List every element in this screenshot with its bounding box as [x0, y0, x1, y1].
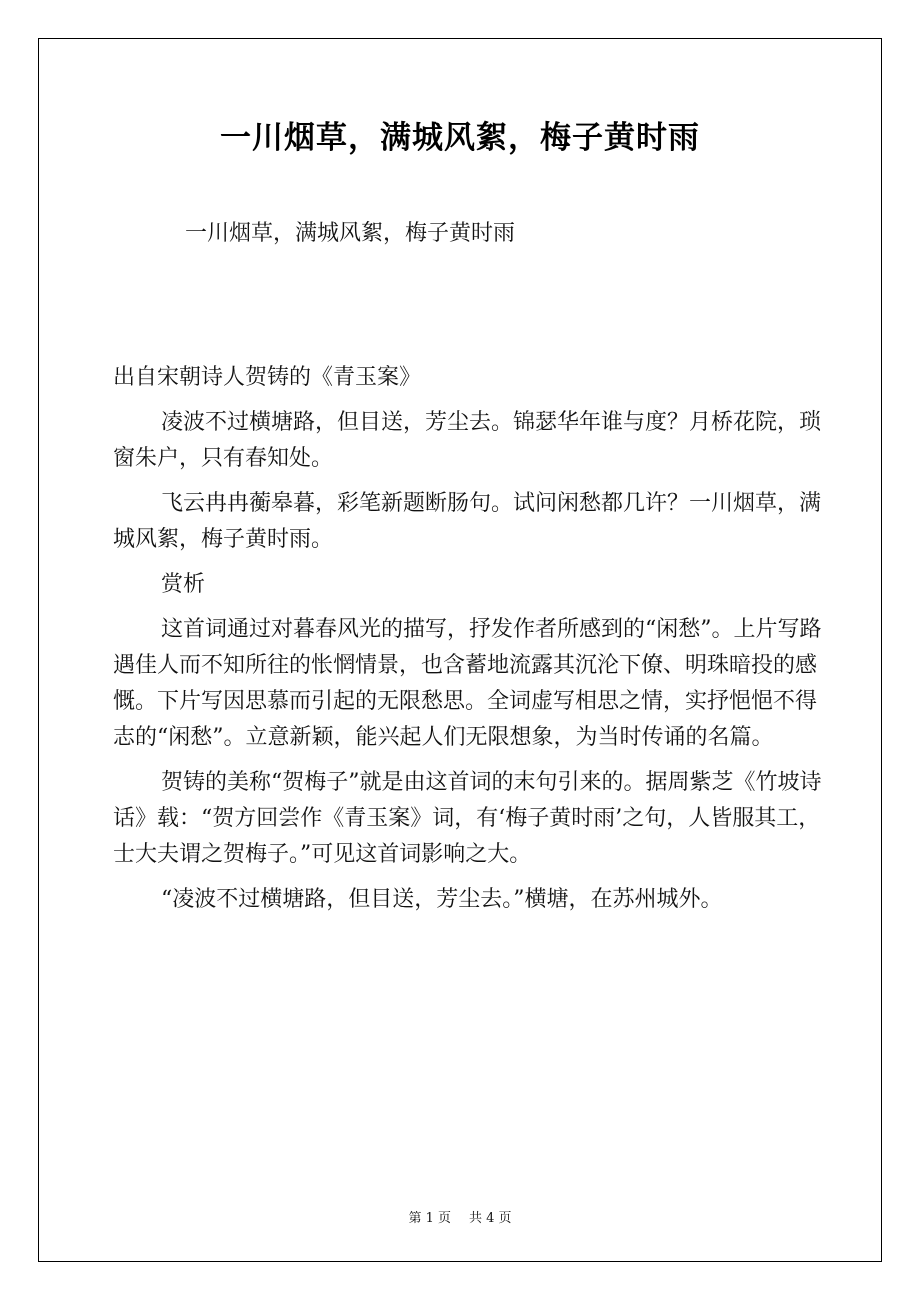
page-number-current: 第 1 页: [408, 1211, 451, 1226]
poem-paragraph-2: 飞云冉冉蘅皋暮，彩笔新题断肠句。试问闲愁都几许？一川烟草，满城风絮，梅子黄时雨。: [113, 491, 822, 552]
document-subtitle: 一川烟草，满城风絮，梅子黄时雨: [185, 221, 516, 246]
poem-paragraph-1: 凌波不过横塘路，但目送，芳尘去。锦瑟华年谁与度？月桥花院，琐窗朱户，只有春知处。: [113, 410, 822, 471]
document-title: 一川烟草，满城风絮，梅子黄时雨: [220, 120, 700, 156]
analysis-paragraph-2: 贺铸的美称“贺梅子”就是由这首词的末句引来的。据周紫芝《竹坡诗话》载：“贺方回尝作《青玉案》词，有‘梅子黄时雨’之句，人皆服其工，士大夫谓之贺梅子。”可见这首词影响之大。: [113, 770, 822, 867]
analysis-paragraph-3: “凌波不过横塘路，但目送，芳尘去。”横塘，在苏州城外。: [161, 887, 723, 912]
page-footer: [0, 1207, 920, 1226]
section-heading-analysis: 赏析: [161, 572, 206, 597]
analysis-paragraph-1: 这首词通过对暮春风光的描写，抒发作者所感到的“闲愁”。上片写路遇佳人而不知所往的怅惘情景，也含蓄地流露其沉沦下僚、明珠暗投的感慨。下片写因思慕而引起的无限愁思。全词虚写相思之情，实抒悒悒不得志的“闲愁”。立意新颖，能兴起人们无限想象，为当时传诵的名篇。: [113, 617, 822, 750]
page-number-total: 共 4 页: [469, 1211, 512, 1226]
document-body: [113, 360, 833, 918]
source-line: 出自宋朝诗人贺铸的《青玉案》: [113, 365, 422, 390]
